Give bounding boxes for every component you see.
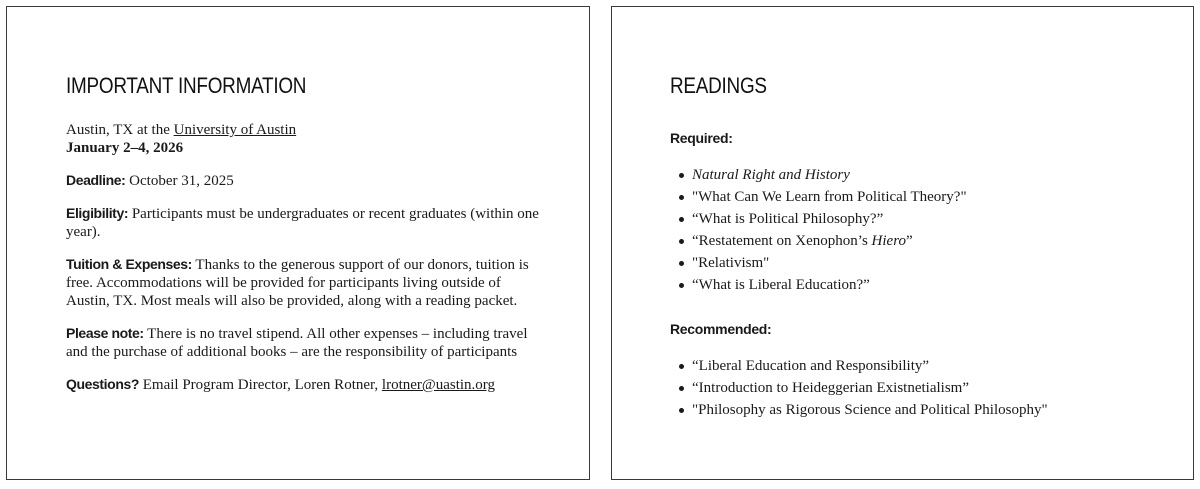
readings-body bbox=[670, 127, 1170, 421]
tuition-text: Thanks to the generous support of our donors, tuition is free. Accommodations will be provided for participants living outside of Austin, TX. Most meals will also be provided, along with a reading packet. bbox=[66, 257, 529, 309]
readings-slide bbox=[611, 6, 1194, 480]
deadline-label: Deadline: bbox=[66, 172, 126, 188]
list-item bbox=[670, 230, 1170, 252]
bullet-icon bbox=[679, 261, 684, 266]
bullet-icon bbox=[679, 364, 684, 369]
deadline-line bbox=[66, 171, 546, 190]
list-item bbox=[670, 399, 1170, 421]
reading-title-italic: Natural Right and History bbox=[692, 167, 850, 183]
reading-title: "Relativism" bbox=[692, 255, 770, 271]
reading-title-italic: Hiero bbox=[871, 233, 906, 249]
questions-paragraph bbox=[66, 375, 546, 394]
recommended-label: Recommended: bbox=[670, 321, 772, 337]
bullet-icon bbox=[679, 386, 684, 391]
bullet-icon bbox=[679, 217, 684, 222]
reading-title: “Introduction to Heideggerian Existnetialism” bbox=[692, 380, 970, 396]
info-heading: IMPORTANT INFORMATION bbox=[66, 73, 307, 98]
list-item bbox=[670, 208, 1170, 230]
list-item bbox=[670, 252, 1170, 274]
readings-heading: READINGS bbox=[670, 73, 767, 98]
reading-title: "Philosophy as Rigorous Science and Political Philosophy" bbox=[692, 402, 1048, 418]
bullet-icon bbox=[679, 195, 684, 200]
note-text: There is no travel stipend. All other expenses – including travel and the purchase of additional books – are the responsibility of participants bbox=[66, 326, 528, 360]
location-block bbox=[66, 121, 546, 157]
bullet-icon bbox=[679, 408, 684, 413]
recommended-list bbox=[670, 355, 1170, 421]
list-item bbox=[670, 274, 1170, 296]
list-item bbox=[670, 377, 1170, 399]
event-dates: January 2–4, 2026 bbox=[66, 140, 184, 156]
reading-title: "What Can We Learn from Political Theory?" bbox=[692, 189, 967, 205]
bullet-icon bbox=[679, 173, 684, 178]
bullet-icon bbox=[679, 283, 684, 288]
list-item bbox=[670, 355, 1170, 377]
info-body bbox=[66, 121, 546, 408]
reading-title: “Liberal Education and Responsibility” bbox=[692, 358, 930, 374]
eligibility-paragraph bbox=[66, 204, 546, 241]
tuition-paragraph bbox=[66, 255, 546, 310]
note-label: Please note: bbox=[66, 325, 144, 341]
tuition-label: Tuition & Expenses: bbox=[66, 256, 192, 272]
reading-title-end: ” bbox=[906, 233, 913, 249]
list-item bbox=[670, 186, 1170, 208]
required-label: Required: bbox=[670, 130, 733, 146]
email-link[interactable]: lrotner@uastin.org bbox=[381, 377, 496, 393]
location-text: Austin, TX at the bbox=[66, 122, 174, 138]
reading-title: “Restatement on Xenophon’s bbox=[692, 233, 872, 249]
deadline-value: October 31, 2025 bbox=[125, 173, 234, 189]
info-slide bbox=[6, 6, 590, 480]
questions-text: Email Program Director, Loren Rotner, bbox=[139, 377, 382, 393]
eligibility-label: Eligibility: bbox=[66, 205, 129, 221]
eligibility-text: Participants must be undergraduates or recent graduates (within one year). bbox=[66, 206, 539, 240]
required-list bbox=[670, 164, 1170, 296]
list-item bbox=[670, 164, 1170, 186]
reading-title: “What is Political Philosophy?” bbox=[692, 211, 884, 227]
reading-title: “What is Liberal Education?” bbox=[692, 277, 870, 293]
questions-label: Questions? bbox=[66, 376, 140, 392]
bullet-icon bbox=[679, 239, 684, 244]
university-link[interactable]: University of Austin bbox=[173, 122, 297, 138]
note-paragraph bbox=[66, 324, 546, 361]
